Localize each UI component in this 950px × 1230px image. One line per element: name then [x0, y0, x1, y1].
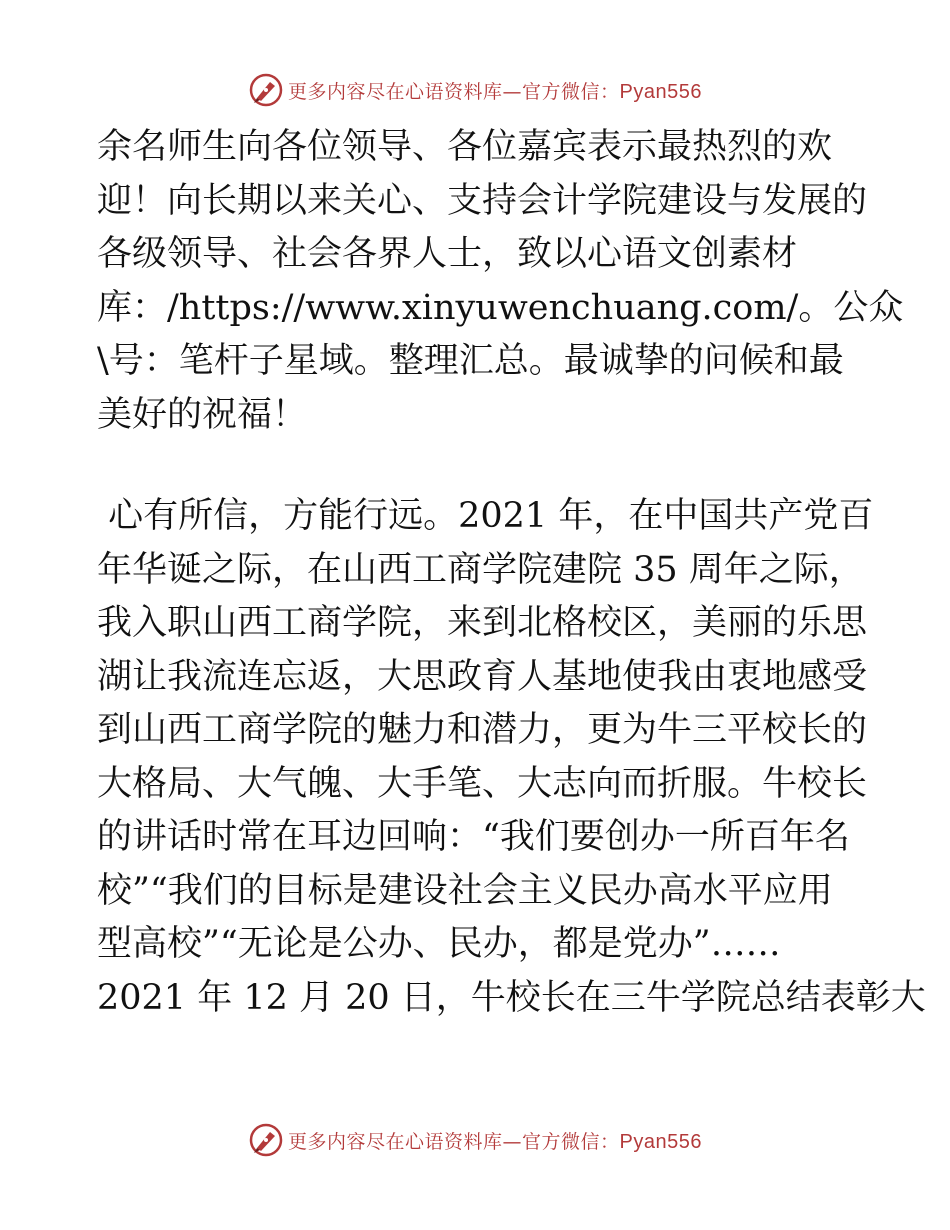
text-line: 的讲话时常在耳边回响：“我们要创办一所百年名 — [97, 817, 850, 857]
paragraph-1 — [97, 121, 904, 442]
text-line: 余名师生向各位领导、各位嘉宾表示最热烈的欢 — [97, 127, 833, 167]
text-line: 到山西工商学院的魅力和潜力，更为牛三平校长的 — [97, 710, 868, 750]
text-line: 心有所信，方能行远。2021 年，在中国共产党百 — [97, 496, 874, 536]
text-line: 校”“我们的目标是建设社会主义民办高水平应用 — [97, 870, 833, 911]
text-line: 各级领导、社会各界人士，致以心语文创素材 — [97, 234, 798, 274]
banner-text: 更多内容尽在心语资料库—官方微信：Pyan556 — [288, 1130, 702, 1153]
footer-banner — [0, 1120, 950, 1160]
wechat-account: Pyan556 — [619, 80, 702, 103]
text-line: 美好的祝福！ — [97, 394, 308, 435]
banner-text: 更多内容尽在心语资料库—官方微信：Pyan556 — [288, 80, 702, 103]
text-line: 型高校”“无论是公办、民办，都是党办”…… — [97, 924, 781, 964]
paragraph-2 — [97, 490, 926, 1025]
wechat-account: Pyan556 — [619, 1130, 702, 1153]
header-banner — [0, 70, 950, 110]
text-line: \号：笔杆子星域。整理汇总。最诚挚的问候和最 — [97, 341, 844, 381]
pen-nib-logo-icon — [248, 1122, 284, 1158]
text-line: 2021 年 12 月 20 日，牛校长在三牛学院总结表彰大 — [97, 977, 926, 1018]
text-line: 库：/https://www.xinyuwenchuang.com/。公众 — [97, 287, 904, 328]
text-line: 湖让我流连忘返，大思政育人基地使我由衷地感受 — [97, 656, 868, 697]
text-line: 年华诞之际，在山西工商学院建院 35 周年之际， — [97, 549, 864, 590]
text-line: 大格局、大气魄、大手笔、大志向而折服。牛校长 — [97, 763, 868, 804]
text-line: 迎！向长期以来关心、支持会计学院建设与发展的 — [97, 180, 868, 221]
text-line: 我入职山西工商学院，来到北格校区，美丽的乐思 — [97, 603, 868, 643]
pen-nib-logo-icon — [248, 72, 284, 108]
